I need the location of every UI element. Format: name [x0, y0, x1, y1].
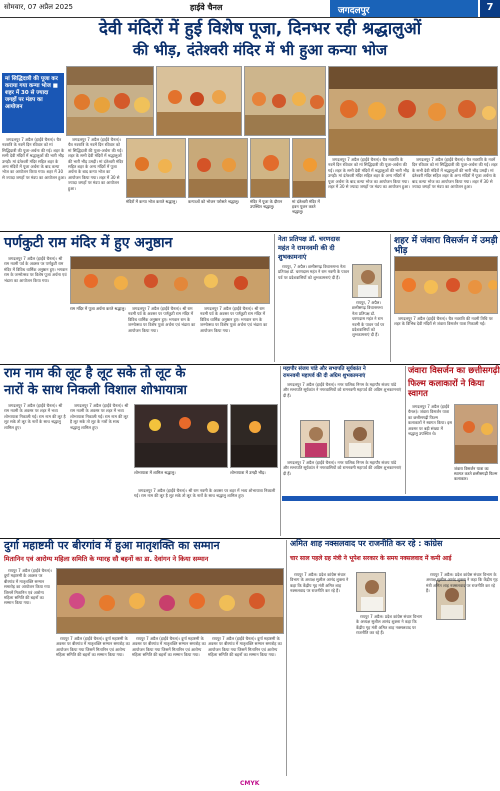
- story-5-photo-2: [230, 404, 278, 468]
- story-8-body-col-1: [4, 568, 54, 718]
- story-4-headline: शहर में जंवारा विसर्जन में उमड़ी भीड़: [394, 236, 498, 257]
- ram-temple-photo-icon: [71, 257, 270, 304]
- lead-photo-3: [244, 66, 326, 136]
- kanya-bhoj-photo-icon: [157, 67, 242, 136]
- story-8-photo: [56, 568, 284, 634]
- film-artists-photo-icon: [455, 405, 498, 464]
- divider-1: [0, 231, 500, 232]
- story-9-body-col-3: [426, 572, 498, 772]
- lead-photo-5: [126, 138, 186, 198]
- shobhayatra-photo-icon: [135, 405, 228, 468]
- story-9-subhead: चार साल पहले ग्रह मंत्री ने भूपेश सरकार के समय नक्सलवाद में कमी आई: [290, 555, 452, 562]
- story-4-body: [394, 316, 498, 360]
- person-portrait-icon: [345, 421, 374, 458]
- story-2-body: जगदलपुर 7 अप्रैल (हाईवे चैनल)। श्री राम नवमी पर्व के अवसर पर पर्णकुटी राम मंदिर में विविध धार्मिक अनुष्ठान हुए। भगवान राम के जन्मोत्सव पर विशेष पूजा अर्चना एवं भंडारा का आयोजन किया गया।: [4, 256, 68, 283]
- temple-bhoj-photo-icon: [329, 67, 498, 156]
- story-5-headline-line-2: नारों के साथ निकली विशाल शोभायात्रा: [4, 383, 187, 398]
- story-2-headline: पर्णकुटी राम मंदिर में हुए अनुष्ठान: [4, 235, 173, 251]
- lead-photo-8: [292, 138, 326, 198]
- story-4-body-text: जगदलपुर 7 अप्रैल (हाईवे चैनल)। चैत्र नवरात्रि की नवमी तिथि पर शहर के विभिन्न देवी मंदिरों से जंवारा विसर्जन यात्रा निकाली गई।: [394, 316, 493, 327]
- story-3-headline-line-1: नेता प्रतिपक्ष डॉ. चरणदास: [278, 235, 340, 243]
- city-label: जगदलपुर: [330, 0, 478, 17]
- story-2-body-col-2: [128, 306, 198, 360]
- story-2-body-cont-2: जगदलपुर 7 अप्रैल (हाईवे चैनल)। श्री राम नवमी पर्व के अवसर पर पर्णकुटी राम मंदिर में विविध धार्मिक अनुष्ठान हुए। भगवान राम के जन्मोत्सव पर विशेष पूजा अर्चना एवं भंडारा का आयोजन किया गया।: [200, 306, 268, 333]
- lead-body-col-4: [412, 157, 498, 229]
- lead-body-text-cont-3: जगदलपुर 7 अप्रैल (हाईवे चैनल)। चैत्र नवरात्रि के नवमें दिन रविवार को मां सिद्धिदात्री की पूजा-अर्चना की गई। शहर के सभी देवी मंदिरों में श्रद्धालुओं की भारी भीड़ उमड़ी। मां दंतेश्वरी मंदिर सहित शहर के अन्य मंदिरों में पूजा अर्चना के बाद कन्या भोज का आयोजन किया गया। शहर में 30 से ज्यादा जगहों पर मंडप का आयोजन हुआ।: [412, 157, 498, 190]
- story-2-photo: [70, 256, 270, 304]
- divider-v1: [274, 234, 275, 362]
- story-7-caption: जंवारा विसर्जन यात्रा का स्वागत करते छत्तीसगढ़ी फिल्म कलाकार।: [454, 466, 498, 481]
- lead-body-col-3: [328, 157, 410, 229]
- devotees-photo-icon: [127, 139, 186, 198]
- lead-photo-4: [328, 66, 498, 156]
- story-8-body-col-2: [56, 636, 130, 768]
- story-9-headline: अमित शाह नक्सलवाद पर राजनीति कर रहे : कांग्रेस: [290, 539, 443, 548]
- story-7-body-col-1: [408, 404, 452, 496]
- story-5-body-col-3: [134, 488, 278, 536]
- crowd-photo-icon: [67, 67, 154, 136]
- story-6-body-col-2: [283, 460, 403, 494]
- story-4-photo: [394, 256, 498, 314]
- story-3-body: रायपुर, 7 अप्रैल। छत्तीसगढ़ विधानसभा नेता प्रतिपक्ष डॉ. चरणदास महंत ने राम नवमी के पावन पर्व पर प्रदेशवासियों को शुभकामनाएं दी हैं।: [278, 264, 350, 280]
- divider-v2: [390, 234, 391, 362]
- person-portrait-icon: [301, 421, 330, 458]
- story-7-photo: [454, 404, 498, 464]
- story-8-headline: दुर्गा महाष्टमी पर बीरगांव में हुआ मातृशक्ति का सम्मान: [4, 539, 220, 552]
- story-7-headline-line-2: फिल्म कलाकारों ने किया स्वागत: [408, 379, 485, 399]
- lead-body-text: जगदलपुर 7 अप्रैल (हाईवे चैनल)। चैत्र नवरात्रि के नवमें दिन रविवार को मां सिद्धिदात्री की पूजा-अर्चना की गई। शहर के सभी देवी मंदिरों में श्रद्धालुओं की भारी भीड़ उमड़ी। मां दंतेश्वरी मंदिर सहित शहर के अन्य मंदिरों में पूजा अर्चना के बाद कन्या भोज का आयोजन किया गया। शहर में 30 से ज्यादा जगहों पर मंडप का आयोजन हुआ।: [2, 137, 66, 180]
- page-number: 7: [480, 0, 500, 17]
- lead-headline-line-1: देवी मंदिरों में हुई विशेष पूजा, दिनभर रही श्रद्धालुओं: [98, 19, 422, 39]
- story-6-body-cont: जगदलपुर 7 अप्रैल (हाईवे चैनल)। नगर पालिक निगम के महापौर संजय पांडे और सभापति सूर्यकांत ने नगरवासियों को रामनवमी महापर्व की अग्रिम शुभकामनाएं दी हैं।: [283, 460, 402, 476]
- story-3-body-cont: रायपुर, 7 अप्रैल। छत्तीसगढ़ विधानसभा नेता प्रतिपक्ष डॉ. चरणदास महंत ने राम नवमी के पावन पर्व पर प्रदेशवासियों को शुभकामनाएं दी हैं।: [352, 300, 385, 338]
- paper-name: हाईवे चैनल: [190, 3, 223, 12]
- story-7-body: जगदलपुर 7 अप्रैल (हाईवे चैनल)। जंवारा विसर्जन यात्रा का छत्तीसगढ़ी फिल्म कलाकारों ने स्वागत किया। इस अवसर पर बड़ी संख्या में श्रद्धालु उपस्थित थे।: [408, 404, 452, 437]
- lead-caption-4: मां दंतेश्वरी मंदिर में हवन पूजन करते श्रद्धालु।: [292, 199, 320, 214]
- lead-highlight-box: मां सिद्धिदात्री की पूजा कर कराया गया कन्या भोज ■ शहर में 30 से ज्यादा जगहों पर मंडप का आयोजन: [2, 73, 64, 133]
- cmyk-mark: CMYK: [240, 780, 260, 787]
- women-honour-photo-icon: [57, 569, 284, 634]
- lead-photo-1: [66, 66, 154, 136]
- lead-caption-2: कन्याओं को भोजन परोसते श्रद्धालु।: [188, 199, 240, 204]
- story-9-body: रायपुर 7 अप्रैल। प्रदेश कांग्रेस संचार विभाग के अध्यक्ष सुशील आनंद शुक्ला ने कहा कि केंद्रीय गृह मंत्री अमित शाह नक्सलवाद पर राजनीति कर रहे हैं।: [290, 572, 349, 594]
- lead-photo-7: [250, 138, 290, 198]
- story-6-headline-line-1: महापौर संजय पांडे और सभापति सूर्यकांत ने: [283, 366, 366, 372]
- issue-date: सोमवार, 07 अप्रैल 2025: [4, 3, 73, 11]
- story-9-body-col-1: [290, 572, 354, 772]
- story-5-caption-2: शोभायात्रा में उमड़ी भीड़।: [230, 470, 266, 475]
- color-strip: [282, 496, 498, 501]
- story-9-body-cont-2: रायपुर 7 अप्रैल। प्रदेश कांग्रेस संचार विभाग के अध्यक्ष सुशील आनंद शुक्ला ने कहा कि केंद्रीय गृह मंत्री अमित शाह नक्सलवाद पर राजनीति कर रहे हैं।: [426, 572, 498, 594]
- story-3-body-col-1: [278, 264, 350, 360]
- temple-crowd-photo-icon: [245, 67, 326, 136]
- story-5-caption-1: शोभायात्रा में शामिल श्रद्धालु।: [134, 470, 176, 475]
- lead-caption-3: मंदिर में पूजा के दौरान उपस्थित श्रद्धालु।: [250, 199, 283, 209]
- priest-photo-icon: [251, 139, 290, 198]
- javara-procession-photo-icon: [395, 257, 498, 314]
- story-5-body-col-2: [70, 403, 130, 533]
- lead-body-text-cont-2: जगदलपुर 7 अप्रैल (हाईवे चैनल)। चैत्र नवरात्रि के नवमें दिन रविवार को मां सिद्धिदात्री की पूजा-अर्चना की गई। शहर के सभी देवी मंदिरों में श्रद्धालुओं की भारी भीड़ उमड़ी। मां दंतेश्वरी मंदिर सहित शहर के अन्य मंदिरों में पूजा अर्चना के बाद कन्या भोज का आयोजन किया गया। शहर में 30 से ज्यादा जगहों पर मंडप का आयोजन हुआ।: [328, 157, 410, 190]
- story-3-body-col-2: [352, 300, 388, 360]
- night-procession-photo-icon: [231, 405, 278, 468]
- story-8-body-cont-3: रायपुर 7 अप्रैल (हाईवे चैनल)। दुर्गा महाष्टमी के अवसर पर बीरगांव में मातृशक्ति सम्मान समारोह का आयोजन किया गया जिसमें मितानिन एवं आरोग्य महिला समिति की बहनों का सम्मान किया गया।: [208, 636, 282, 658]
- divider-v3: [280, 366, 281, 536]
- story-8-body-col-3: [132, 636, 206, 768]
- story-5-photo-1: [134, 404, 228, 468]
- lead-caption-1: मंदिरों में कन्या भोज कराते श्रद्धालु।: [126, 199, 177, 204]
- masthead: [0, 0, 500, 18]
- person-portrait-icon: [353, 265, 382, 298]
- person-portrait-icon: [357, 573, 386, 612]
- story-6-body-col-1: [283, 382, 403, 418]
- mayor-portrait: [300, 420, 330, 458]
- mahant-portrait: [352, 264, 382, 298]
- story-8-body-cont: रायपुर 7 अप्रैल (हाईवे चैनल)। दुर्गा महाष्टमी के अवसर पर बीरगांव में मातृशक्ति सम्मान समारोह का आयोजन किया गया जिसमें मितानिन एवं आरोग्य महिला समिति की बहनों का सम्मान किया गया।: [56, 636, 130, 658]
- story-5-body-cont: जगदलपुर 7 अप्रैल (हाईवे चैनल)। श्री राम नवमी के अवसर पर शहर में भव्य शोभायात्रा निकाली गई। राम नाम की लूट है लूट सके तो लूट के नारों के साथ श्रद्धालु शामिल हुए।: [70, 403, 129, 430]
- story-7-headline-line-1: जंवारा विसर्जन का छत्तीसगढ़ी: [408, 366, 500, 376]
- story-2-caption: राम मंदिर में पूजा अर्चना करते श्रद्धालु।: [70, 306, 126, 311]
- story-3-headline-line-2: महंत ने रामनवमी की दी: [278, 244, 335, 252]
- story-6-headline-line-2: रामनवमी महापर्व की दी अग्रिम शुभकामनाएं: [283, 373, 366, 379]
- lead-photo-6: [188, 138, 248, 198]
- story-5-headline-line-1: राम नाम की लूट है लूट सके तो लूट के: [4, 366, 186, 381]
- divider-v5: [286, 540, 287, 776]
- story-8-body: रायपुर 7 अप्रैल (हाईवे चैनल)। दुर्गा महाष्टमी के अवसर पर बीरगांव में मातृशक्ति सम्मान समारोह का आयोजन किया गया जिसमें मितानिन एवं आरोग्य महिला समिति की बहनों का सम्मान किया गया।: [4, 568, 53, 606]
- story-9-body-cont: रायपुर 7 अप्रैल। प्रदेश कांग्रेस संचार विभाग के अध्यक्ष सुशील आनंद शुक्ला ने कहा कि केंद्रीय गृह मंत्री अमित शाह नक्सलवाद पर राजनीति कर रहे हैं।: [356, 614, 423, 636]
- chairman-portrait: [344, 420, 374, 458]
- story-2-body-cont: जगदलपुर 7 अप्रैल (हाईवे चैनल)। श्री राम नवमी पर्व के अवसर पर पर्णकुटी राम मंदिर में विविध धार्मिक अनुष्ठान हुए। भगवान राम के जन्मोत्सव पर विशेष पूजा अर्चना एवं भंडारा का आयोजन किया गया।: [128, 306, 196, 333]
- lead-headline-line-2: की भीड़, दंतेश्वरी मंदिर में भी हुआ कन्या भोज: [132, 41, 388, 59]
- story-2-body-col-1: [4, 256, 68, 360]
- story-8-subhead: मितानिन एवं आरोग्य महिला समिति के ग्यारह सौ बहनों का डा. देवांगन ने किया सम्मान: [4, 555, 209, 563]
- story-5-body-col-1: [4, 403, 68, 533]
- story-5-body: जगदलपुर 7 अप्रैल (हाईवे चैनल)। श्री राम नवमी के अवसर पर शहर में भव्य शोभायात्रा निकाली गई। राम नाम की लूट है लूट सके तो लूट के नारों के साथ श्रद्धालु शामिल हुए।: [4, 403, 66, 430]
- havan-photo-icon: [293, 139, 326, 198]
- girls-seated-photo-icon: [189, 139, 248, 198]
- lead-photo-2: [156, 66, 242, 136]
- story-8-body-col-4: [208, 636, 282, 768]
- story-9-body-col-2: [356, 614, 424, 772]
- lead-body-text-cont: जगदलपुर 7 अप्रैल (हाईवे चैनल)। चैत्र नवरात्रि के नवमें दिन रविवार को मां सिद्धिदात्री की पूजा-अर्चना की गई। शहर के सभी देवी मंदिरों में श्रद्धालुओं की भारी भीड़ उमड़ी। मां दंतेश्वरी मंदिर सहित शहर के अन्य मंदिरों में पूजा अर्चना के बाद कन्या भोज का आयोजन किया गया। शहर में 30 से ज्यादा जगहों पर मंडप का आयोजन हुआ।: [68, 137, 124, 191]
- story-5-body-cont-2: जगदलपुर 7 अप्रैल (हाईवे चैनल)। श्री राम नवमी के अवसर पर शहर में भव्य शोभायात्रा निकाली गई। राम नाम की लूट है लूट सके तो लूट के नारों के साथ श्रद्धालु शामिल हुए।: [134, 488, 276, 499]
- story-6-body: जगदलपुर 7 अप्रैल (हाईवे चैनल)। नगर पालिक निगम के महापौर संजय पांडे और सभापति सूर्यकांत ने नगरवासियों को रामनवमी महापर्व की अग्रिम शुभकामनाएं दी हैं।: [283, 382, 402, 398]
- story-3-headline-line-3: शुभकामनाएं: [278, 253, 307, 261]
- story-2-body-col-3: [200, 306, 270, 360]
- divider-v4: [405, 366, 406, 494]
- shukla-portrait: [356, 572, 386, 612]
- story-8-body-cont-2: रायपुर 7 अप्रैल (हाईवे चैनल)। दुर्गा महाष्टमी के अवसर पर बीरगांव में मातृशक्ति सम्मान समारोह का आयोजन किया गया जिसमें मितानिन एवं आरोग्य महिला समिति की बहनों का सम्मान किया गया।: [132, 636, 206, 658]
- divider-2: [0, 364, 500, 365]
